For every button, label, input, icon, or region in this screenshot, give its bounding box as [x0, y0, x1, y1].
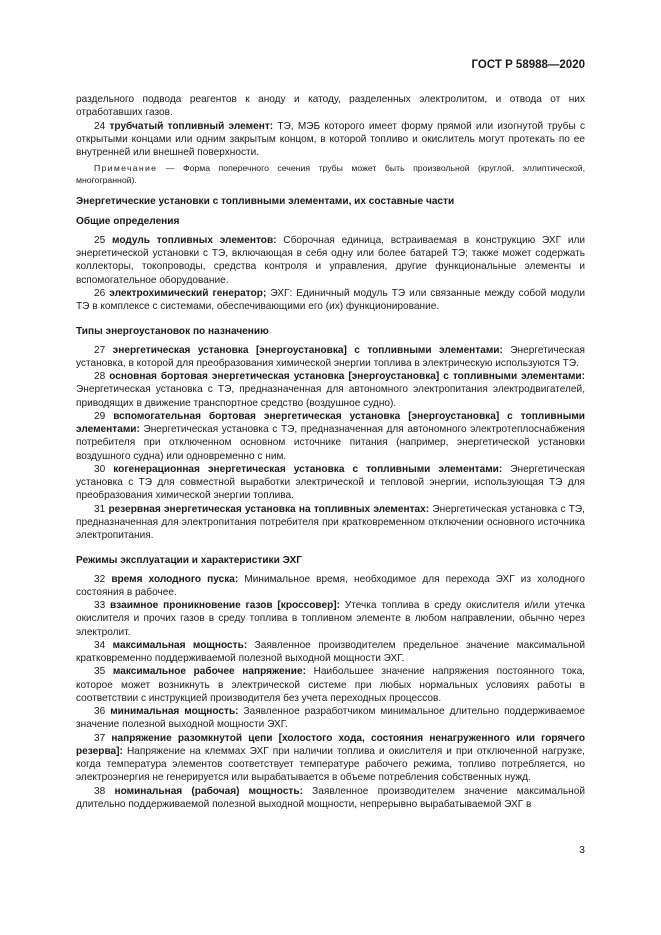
- term-35: 35 максимальное рабочее напряжение: Наибольшее значение напряжения постоянного тока, которое может возникнуть в электрической системе при любых нормальных условиях работы в соответствии с инструкцией производителя без учета переходных процессов.: [76, 666, 585, 704]
- section-heading-2: Типы энергоустановок по назначению: [76, 326, 269, 338]
- section-heading-1: Энергетические установки с топливными элементами, их составные части: [76, 196, 455, 208]
- document-body: [76, 93, 585, 811]
- term-36: 36 минимальная мощность: Заявленное разработчиком минимальное длительно поддерживаемое значение полезной выходной мощности ЭХГ.: [76, 706, 585, 731]
- term-32: 32 время холодного пуска: Минимальное время, необходимое для перехода ЭХГ из холодного состояния в рабочее.: [76, 573, 586, 598]
- term-26: 26 электрохимический генератор; ЭХГ: Единичный модуль ТЭ или связанные между собой модули ТЭ в комплексе с системами, обеспечивающими его (их) функционирование.: [76, 287, 585, 313]
- term-38: 38 номинальная (рабочая) мощность: Заявленное производителем значение максимальной длительно поддерживаемой полезной выходной мощности, непрерывно вырабатываемой ЭХГ в: [76, 785, 585, 810]
- term-31: 31 резервная энергетическая установка на топливных элементах: Энергетическая установка с ТЭ, предназначенная для электропитания потребителя при кратковременном отключении основного источника электропитания.: [76, 503, 585, 542]
- term-37: 37 напряжение разомкнутой цепи [холостого хода, состояния ненагруженного или горячего резерва]: Напряжение на клеммах ЭХГ при наличии топлива и окислителя и при отключенной нагрузке, когда температура элементов соответствует температуре рабочего режима, топливо потребляется, но электроэнергия не генерируется или вырабатывается в объеме потребления собственных нужд.: [76, 732, 585, 784]
- page-number: 3: [579, 844, 585, 856]
- term-27: 27 энергетическая установка [энергоустановка] с топливными элементами: Энергетическая установка, в которой для преобразования химической энергии топлива в электрическую используются ТЭ.: [76, 344, 585, 369]
- term-33: 33 взаимное проникновение газов [кроссовер]: Утечка топлива в среду окислителя и/или утечка окислителя и прочих газов в среду топлива в топливном элементе в любом направлении, обычно через электролит.: [76, 600, 585, 638]
- section-heading-3: Режимы эксплуатации и характеристики ЭХГ: [76, 555, 302, 567]
- term-29: 29 вспомогательная бортовая энергетическая установка [энергоустановка] с топливными элементами: Энергетическая установка с ТЭ, предназначенная для автономного электротеплоснабжения потребителя при отключенном основном источнике питания (например, энергетической установки воздушного судна) или одновременно с ним.: [76, 410, 585, 462]
- term-25: 25 модуль топливных элементов: Сборочная единица, встраиваемая в конструкцию ЭХГ или энергетической установки с ТЭ, включающая в себя одну или более батарей ТЭ; также может содержать коллекторы, токопроводы, средства контроля и управления, другие функциональные элементы и вспомогательное оборудование.: [76, 234, 585, 286]
- term-30: 30 когенерационная энергетическая установка с топливными элементами: Энергетическая установка с ТЭ для совместной выработки электрической и тепловой энергии, использующая ТЭ для преобразования химической энергии топлива.: [76, 463, 585, 502]
- document-code: ГОСТ Р 58988—2020: [471, 59, 585, 71]
- note: Примечание — Форма поперечного сечения трубы может быть произвольной (круглой, эллиптической, многогранной).: [76, 163, 585, 185]
- term-34: 34 максимальная мощность: Заявленное производителем предельное значение максимальной кратковременно поддерживаемой полезной выходной мощности ЭХГ.: [76, 639, 585, 665]
- paragraph-continuation: раздельного подвода реагентов к аноду и катоду, разделенных электролитом, и отвода от них отработавших газов.: [76, 94, 585, 119]
- term-24: 24 трубчатый топливный элемент: ТЭ, МЭБ которого имеет форму прямой или изогнутой трубы с открытыми концами или одним закрытым концом, в которой топливо и окислитель могут протекать по ее внутренней или внешней поверхности.: [76, 120, 585, 158]
- subsection-heading-1: Общие определения: [76, 215, 180, 227]
- term-28: 28 основная бортовая энергетическая установка [энергоустановка] с топливными элементами: Энергетическая установка с ТЭ, предназначенная для автономного электропитания электродвигателей, приводящих в движение транспортное средство (воздушное судно).: [76, 371, 585, 409]
